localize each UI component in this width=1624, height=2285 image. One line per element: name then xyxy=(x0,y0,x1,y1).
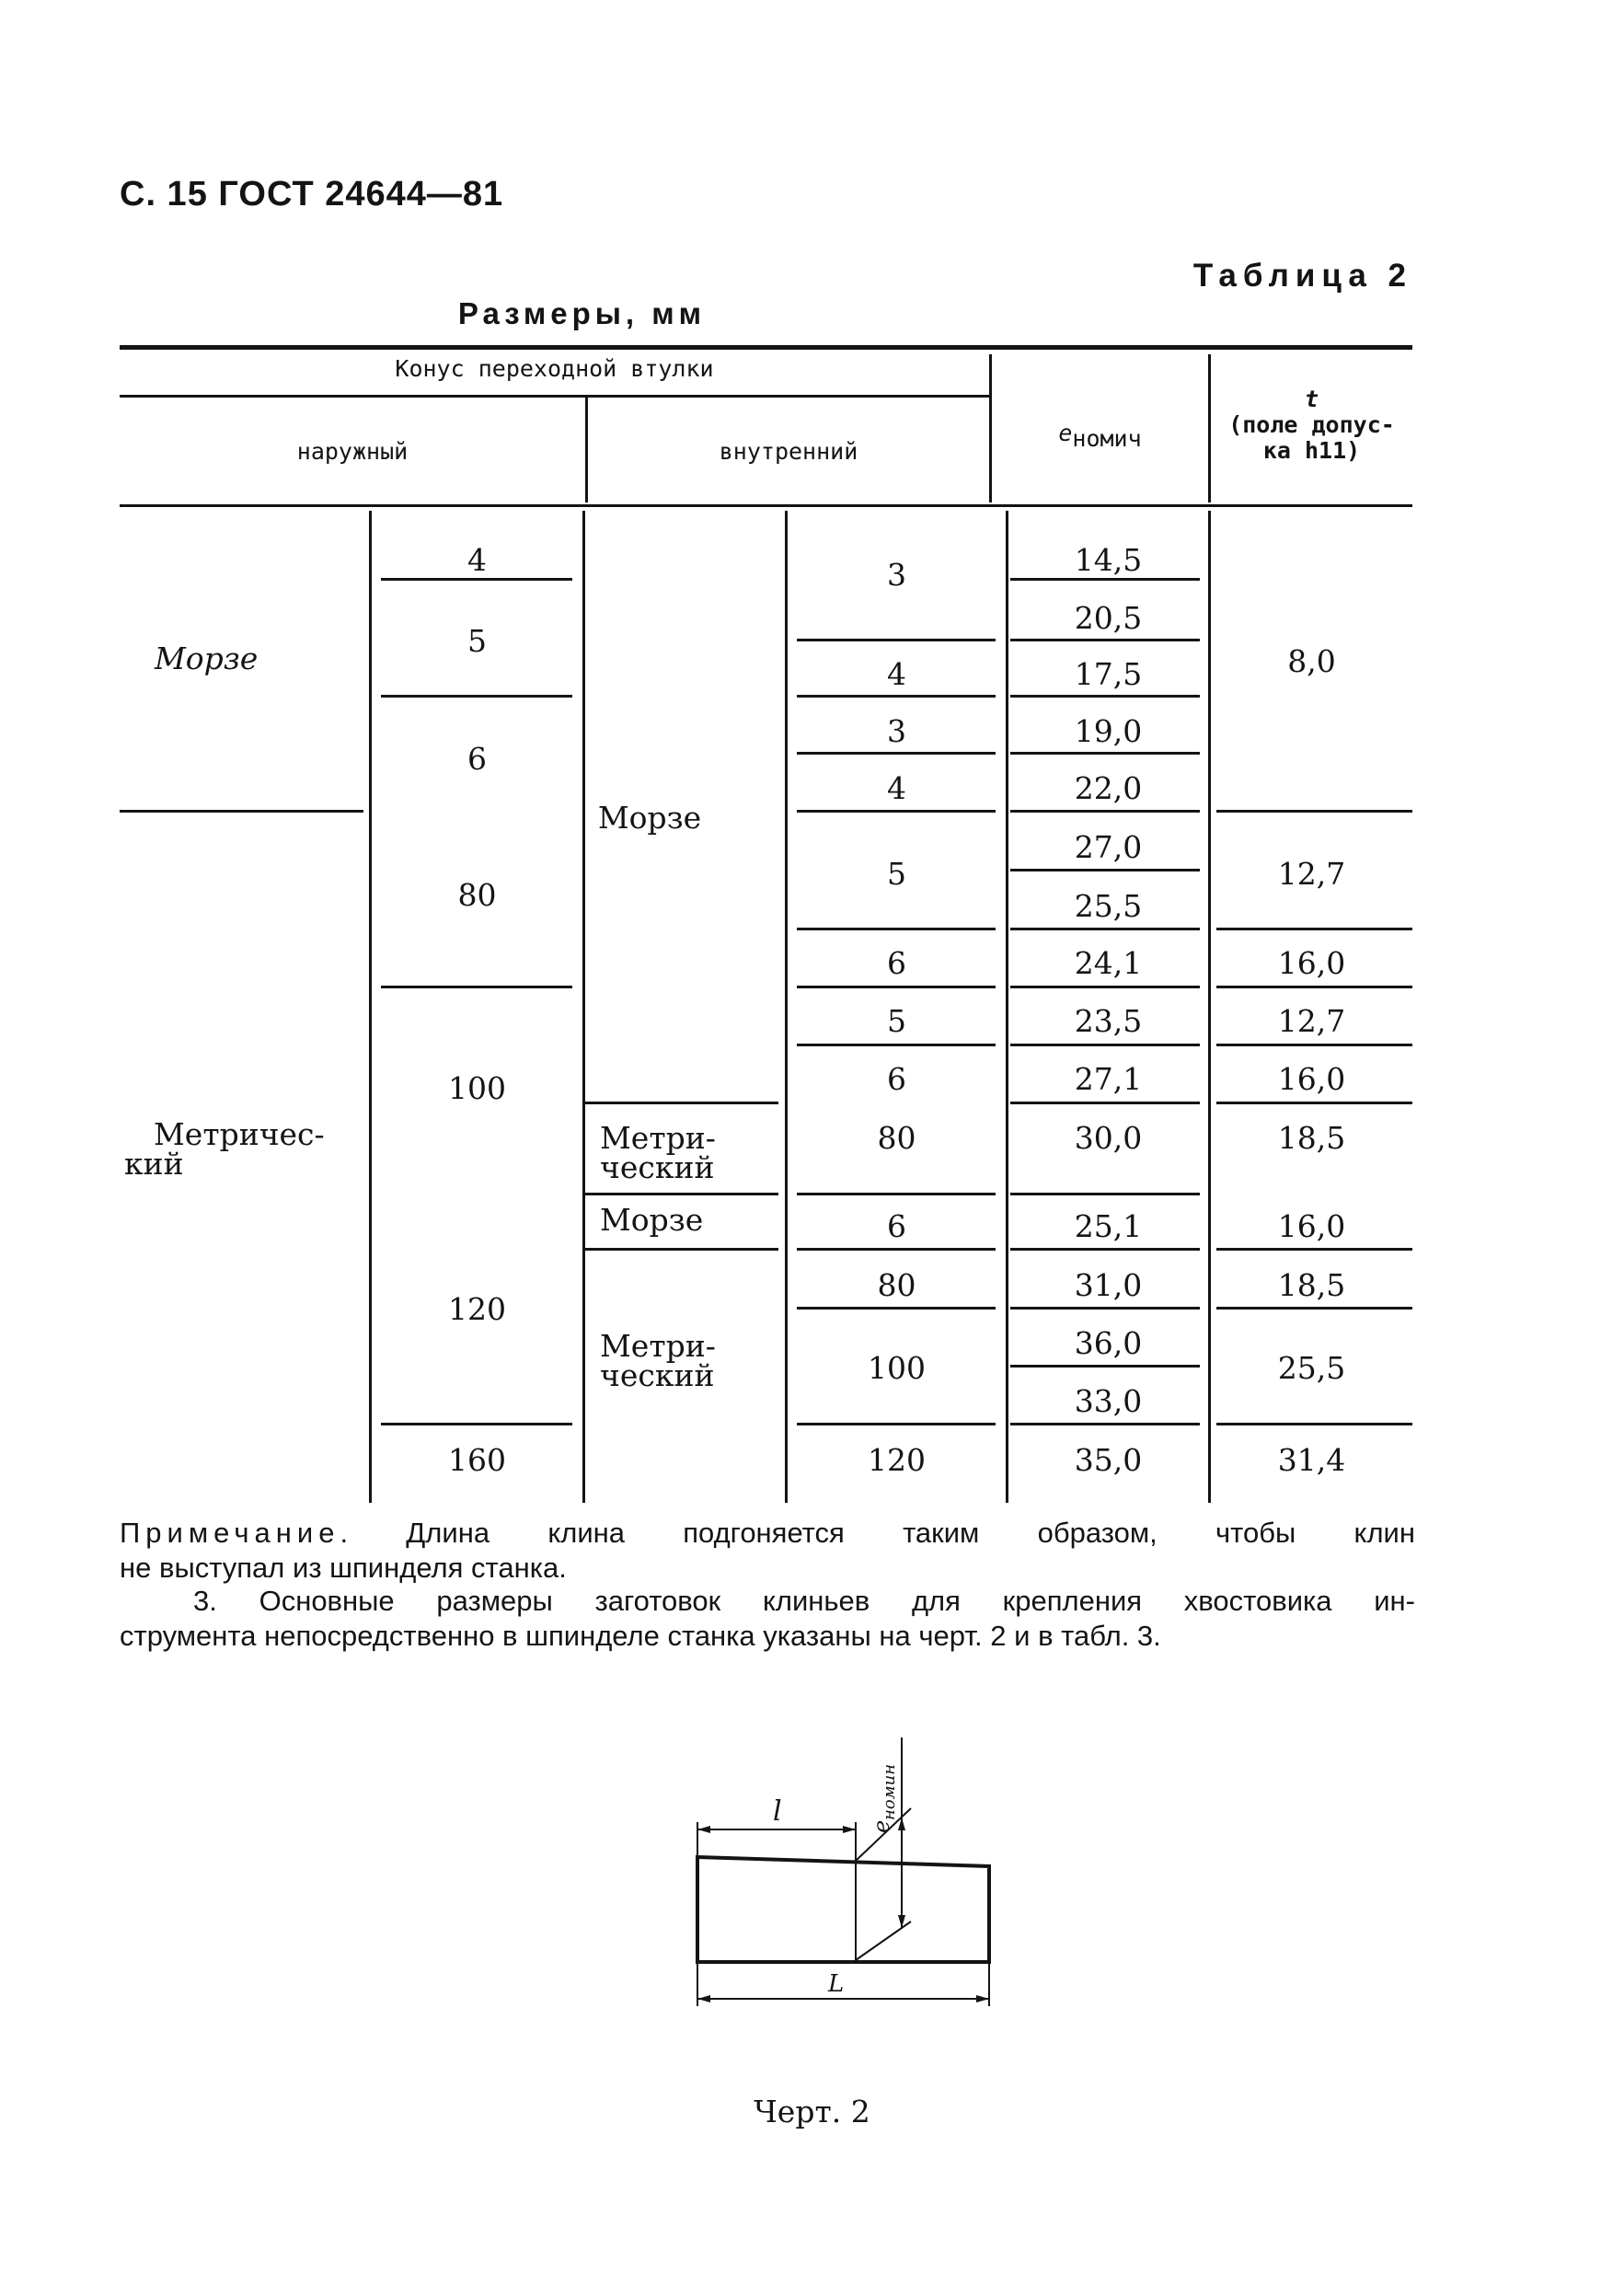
inner-type-metric-b-line1: Метри- xyxy=(600,1328,716,1364)
outer-size-rule-3 xyxy=(381,986,572,988)
t-rule-7 xyxy=(1216,1307,1412,1310)
t-rule-1 xyxy=(1216,810,1412,813)
inner-size-cell: 4 xyxy=(887,770,906,806)
inner-size-cell: 6 xyxy=(887,1208,906,1244)
e-value-cell: 19,0 xyxy=(1074,713,1143,749)
t-value-cell: 8,0 xyxy=(1287,643,1336,679)
e-rule-2 xyxy=(1010,639,1200,641)
e-rule-1 xyxy=(1010,578,1200,581)
header-group: Конус переходной втулки xyxy=(395,355,714,382)
t-value-cell: 16,0 xyxy=(1277,945,1346,981)
inner-size-cell: 120 xyxy=(868,1442,926,1478)
header-inner: внутренний xyxy=(719,438,858,465)
e-rule-4 xyxy=(1010,752,1200,755)
e-value-cell: 35,0 xyxy=(1074,1442,1143,1478)
inner-type-metric-b-line2: ческий xyxy=(600,1357,715,1393)
e-rule-15 xyxy=(1010,1423,1200,1425)
note-line1: . Длина клина подгоняется таким образом, чтобы клин xyxy=(340,1517,1415,1549)
header-e-subscript: номич xyxy=(1072,425,1142,452)
e-value-cell: 22,0 xyxy=(1074,770,1143,806)
note-line2: не выступал из шпинделя станка. xyxy=(120,1552,567,1584)
outer-type-metric-line1: Метричес- xyxy=(154,1116,325,1152)
t-value-cell: 31,4 xyxy=(1277,1442,1346,1478)
e-rule-5 xyxy=(1010,810,1200,813)
note-label: Примечание xyxy=(120,1517,340,1549)
l-arrow-left xyxy=(697,1826,710,1833)
e-rule-13 xyxy=(1010,1307,1200,1310)
table-label: Таблица 2 xyxy=(1192,258,1412,294)
outer-type-metric-line2: кий xyxy=(124,1146,184,1182)
inner-type-rule-3 xyxy=(585,1248,778,1251)
e-value-cell: 25,5 xyxy=(1074,888,1143,924)
header-group-rule xyxy=(120,395,989,398)
header-t-symbol: t xyxy=(1304,386,1319,412)
t-rule-8 xyxy=(1216,1423,1412,1425)
inner-size-rule-1 xyxy=(797,639,996,641)
header-e-nominal xyxy=(992,420,1208,452)
inner-size-cell: 5 xyxy=(887,856,906,892)
label-l: l xyxy=(773,1795,782,1828)
inner-size-rule-7 xyxy=(797,1044,996,1046)
paragraph-3-line2: струмента непосредственно в шпинделе станка указаны на черт. 2 и в табл. 3. xyxy=(120,1620,1161,1652)
outer-size-rule-4 xyxy=(381,1423,572,1425)
inner-size-rule-4 xyxy=(797,810,996,813)
e-rule-7 xyxy=(1010,928,1200,930)
e-value-cell: 33,0 xyxy=(1074,1383,1143,1419)
inner-size-cell: 6 xyxy=(887,945,906,981)
inner-type-metric-a-line2: ческий xyxy=(600,1149,715,1185)
inner-size-rule-10 xyxy=(797,1307,996,1310)
t-value-cell: 16,0 xyxy=(1277,1061,1346,1097)
inner-type-morse: Морзе xyxy=(597,800,702,836)
t-value-cell: 25,5 xyxy=(1277,1350,1346,1386)
e-value-cell: 31,0 xyxy=(1074,1267,1143,1303)
table-units-caption: Размеры, мм xyxy=(457,296,707,330)
inner-type-rule-2 xyxy=(585,1193,778,1195)
page-header: С. 15 ГОСТ 24644—81 xyxy=(120,175,504,213)
inner-size-rule-2 xyxy=(797,695,996,698)
outer-type-metric xyxy=(124,1116,325,1182)
e-rule-12 xyxy=(1010,1248,1200,1251)
e-rule-9 xyxy=(1010,1044,1200,1046)
inner-size-rule-9 xyxy=(797,1248,996,1251)
inner-size-rule-5 xyxy=(797,928,996,930)
inner-size-rule-6 xyxy=(797,986,996,988)
outer-size-cell: 4 xyxy=(467,542,487,578)
inner-size-cell: 100 xyxy=(868,1350,926,1386)
header-outer: наружный xyxy=(296,438,409,465)
e-value-cell: 24,1 xyxy=(1074,945,1143,981)
wedge-drawing xyxy=(644,1730,1086,2043)
t-rule-2 xyxy=(1216,928,1412,930)
L-arrow-right xyxy=(976,1995,989,2002)
inner-type-metric-a xyxy=(600,1120,716,1185)
e-value-cell: 14,5 xyxy=(1074,542,1143,578)
t-rule-4 xyxy=(1216,1044,1412,1046)
outer-size-cell: 5 xyxy=(467,623,487,659)
header-e-symbol: e xyxy=(1058,420,1073,446)
outer-size-cell: 6 xyxy=(467,741,487,777)
paragraph-3-line1: 3. Основные размеры заготовок клиньев для крепления хвостовика ин- xyxy=(193,1585,1415,1617)
label-e: e xyxy=(869,1819,894,1833)
t-value-cell: 18,5 xyxy=(1277,1267,1346,1303)
drawing-caption: Черт. 2 xyxy=(754,2094,870,2129)
inner-type-morse-b: Морзе xyxy=(600,1202,704,1238)
note-paragraph xyxy=(120,1517,1415,1550)
inner-type-rule-1 xyxy=(585,1102,778,1104)
e-rule-8 xyxy=(1010,986,1200,988)
outer-type-morse: Морзе xyxy=(155,640,259,676)
inner-size-cell: 5 xyxy=(887,1003,906,1039)
inner-size-cell: 6 xyxy=(887,1061,906,1097)
t-value-cell: 18,5 xyxy=(1277,1120,1346,1156)
wedge-outline xyxy=(697,1857,989,1962)
header-t-line1: (поле допус- xyxy=(1228,411,1395,438)
inner-size-rule-11 xyxy=(797,1423,996,1425)
e-value-cell: 23,5 xyxy=(1074,1003,1143,1039)
header-t-line2: ка h11) xyxy=(1262,437,1361,464)
t-rule-5 xyxy=(1216,1102,1412,1104)
outer-size-cell: 120 xyxy=(448,1291,506,1327)
e-value-cell: 25,1 xyxy=(1074,1208,1143,1244)
e-rule-6 xyxy=(1010,869,1200,871)
label-L: L xyxy=(828,1970,845,1998)
inner-size-rule-8 xyxy=(797,1193,996,1195)
t-value-cell: 12,7 xyxy=(1277,1003,1346,1039)
header-t xyxy=(1211,387,1412,464)
outer-size-rule-1 xyxy=(381,578,572,581)
inner-type-metric-b xyxy=(600,1328,716,1393)
inner-type-metric-a-line1: Метри- xyxy=(600,1120,716,1156)
outer-size-cell: 160 xyxy=(448,1442,506,1478)
t-rule-3 xyxy=(1216,986,1412,988)
e-rule-14 xyxy=(1010,1365,1200,1368)
inner-size-cell: 4 xyxy=(887,656,906,692)
outer-size-rule-2 xyxy=(381,695,572,698)
e-rule-3 xyxy=(1010,695,1200,698)
body-divider-outer-size xyxy=(369,511,372,1503)
header-bottom-rule xyxy=(120,504,1412,507)
inner-size-cell: 80 xyxy=(877,1120,916,1156)
inner-size-cell: 3 xyxy=(887,557,906,593)
label-e-subscript: номин xyxy=(880,1763,899,1820)
inner-size-rule-3 xyxy=(797,752,996,755)
e-value-cell: 17,5 xyxy=(1074,656,1143,692)
body-divider-inner-type xyxy=(582,511,585,1503)
L-arrow-left xyxy=(697,1995,710,2002)
e-rule-11 xyxy=(1010,1193,1200,1195)
e-value-cell: 27,1 xyxy=(1074,1061,1143,1097)
outer-size-cell: 100 xyxy=(448,1070,506,1106)
t-value-cell: 12,7 xyxy=(1277,856,1346,892)
outer-type-divider xyxy=(120,810,363,813)
t-rule-6 xyxy=(1216,1248,1412,1251)
inner-size-cell: 3 xyxy=(887,713,906,749)
e-value-cell: 30,0 xyxy=(1074,1120,1143,1156)
e-value-cell: 36,0 xyxy=(1074,1325,1143,1361)
inner-size-cell: 80 xyxy=(877,1267,916,1303)
l-arrow-right xyxy=(843,1826,856,1833)
table-top-rule xyxy=(120,345,1412,350)
e-value-cell: 20,5 xyxy=(1074,600,1143,636)
outer-size-cell: 80 xyxy=(457,877,497,913)
t-value-cell: 16,0 xyxy=(1277,1208,1346,1244)
e-rule-10 xyxy=(1010,1102,1200,1104)
e-value-cell: 27,0 xyxy=(1074,829,1143,865)
